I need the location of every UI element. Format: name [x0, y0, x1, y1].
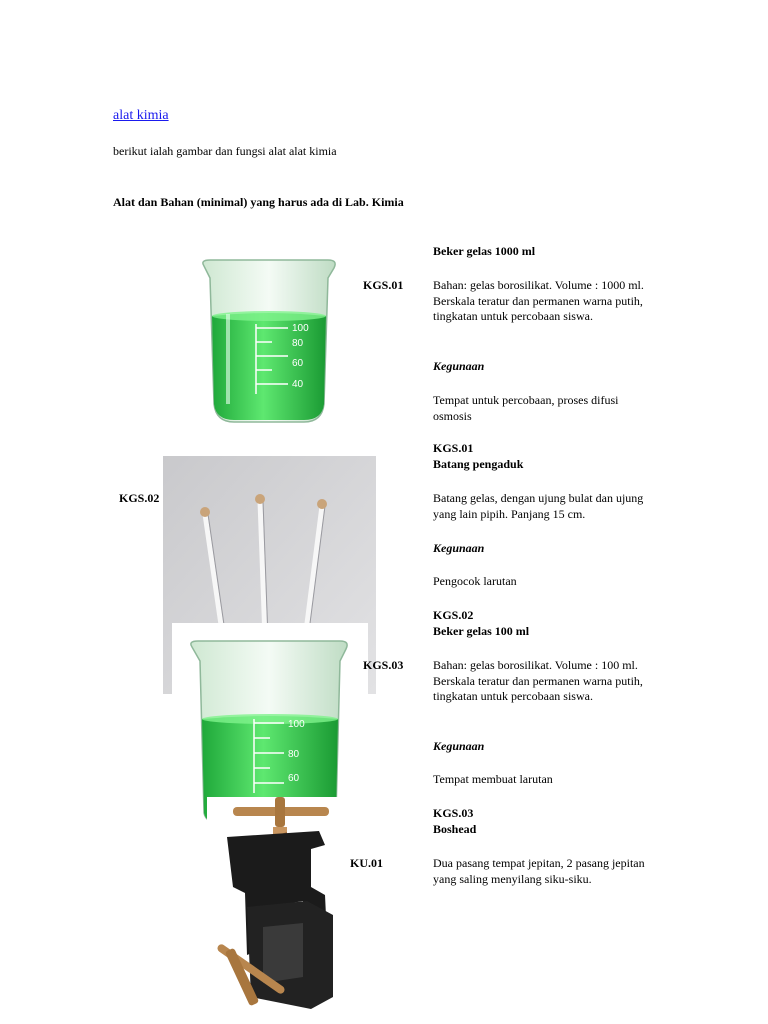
- item2-code: KGS.02: [433, 608, 474, 622]
- section-heading: Alat dan Bahan (minimal) yang harus ada di Lab. Kimia: [113, 195, 404, 209]
- item2-kegunaan: Pengocok larutan: [433, 574, 517, 588]
- item4-name: Boshead: [433, 822, 477, 836]
- item4-bahan: Dua pasang tempat jepitan, 2 pasang jepitan yang saling menyilang siku-siku.: [433, 856, 645, 886]
- boshead-clamp-image: [207, 797, 357, 1024]
- code-kgs03: [363, 658, 420, 673]
- beaker-small-mark-80: 80: [288, 749, 300, 760]
- item3-code: KGS.03: [433, 806, 474, 820]
- beaker-small-mark-100: 100: [288, 719, 305, 730]
- beaker-mark-100: 100: [292, 323, 309, 334]
- item1-code: KGS.01: [433, 441, 474, 455]
- item3-kegunaan: Tempat membuat larutan: [433, 772, 553, 786]
- item1-kegunaan-label: Kegunaan: [433, 359, 485, 373]
- code-ku01: [350, 856, 397, 871]
- beaker-mark-80: 80: [292, 338, 304, 349]
- item3-kegunaan-label: Kegunaan: [433, 739, 485, 753]
- item2-bahan: Batang gelas, dengan ujung bulat dan ujung yang lain pipih. Panjang 15 cm.: [433, 491, 644, 521]
- beaker-mark-60: 60: [292, 358, 304, 369]
- item3-name: Beker gelas 100 ml: [433, 624, 530, 638]
- item2-kegunaan-label: Kegunaan: [433, 541, 485, 555]
- item2-name: Batang pengaduk: [433, 457, 524, 471]
- beaker-100ml-image: [172, 623, 368, 823]
- item1-name: Beker gelas 1000 ml: [433, 244, 536, 258]
- code-kgs01: KGS.01: [363, 278, 404, 292]
- item3-bahan: Bahan: gelas borosilikat. Volume : 100 ml. Berskala teratur dan permanen warna putih, tingkatan untuk percobaan siswa.: [433, 658, 643, 703]
- code-kgs02: KGS.02: [119, 491, 160, 505]
- title-link[interactable]: alat kimia: [113, 108, 169, 123]
- code-kgs03-text: KGS.03: [363, 658, 404, 672]
- intro-text: berikut ialah gambar dan fungsi alat alat kimia: [113, 144, 337, 158]
- beaker-mark-40: 40: [292, 379, 304, 390]
- beaker-small-mark-60: 60: [288, 773, 300, 784]
- code-ku01-text: KU.01: [350, 856, 383, 870]
- beaker-1000ml-image: [196, 254, 342, 426]
- item1-kegunaan: Tempat untuk percobaan, proses difusi osmosis: [433, 393, 619, 423]
- item1-bahan: Bahan: gelas borosilikat. Volume : 1000 ml. Berskala teratur dan permanen warna putih, tingkatan untuk percobaan siswa.: [433, 278, 644, 323]
